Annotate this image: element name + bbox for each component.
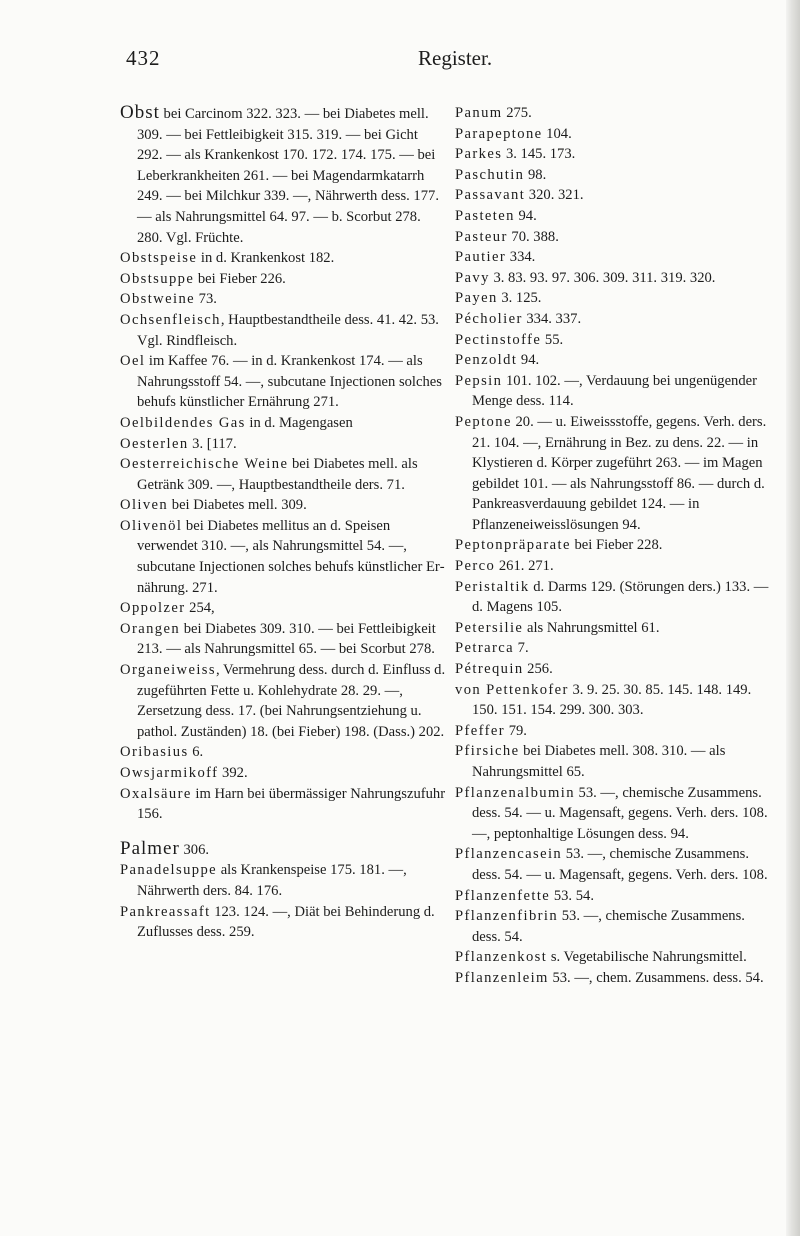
- entry-references: 3. 125.: [497, 290, 542, 307]
- entry-headword: Pectinstoffe: [455, 331, 542, 348]
- index-entry: [455, 206, 773, 227]
- index-column-left: [120, 103, 446, 943]
- entry-references: 392.: [218, 765, 248, 781]
- entry-references: 98.: [524, 166, 547, 183]
- entry-headword: Pasteur: [455, 228, 508, 245]
- index-column-right: [455, 103, 773, 989]
- entry-references: 306.: [179, 841, 210, 858]
- entry-headword: Pétrequin: [455, 661, 524, 678]
- index-entry: [455, 227, 773, 248]
- entry-references: , Vermehrung dess. durch d. Einfluss d. zugeführten Fette u. Kohlehydrate 28. 29. —, Zersetzung dess. 17. (bei Nahrungsentziehung u. pathol. Zuständen) 18. (bei Fieber) 198. (Dass.) 202.: [137, 662, 446, 740]
- entry-references: in d. Magengasen: [245, 414, 353, 431]
- entry-references: 53. 54.: [550, 887, 594, 904]
- entry-references: 3. 145. 173.: [502, 146, 576, 163]
- index-entry: [120, 289, 446, 310]
- page-header: [0, 46, 786, 74]
- entry-headword: von Pettenkofer: [455, 681, 569, 698]
- entry-references: bei Diabetes mellitus an d. Speisen verwendet 310. —, als Nahrungsmittel 54. —, subcutane Injectionen solches behufs künstlicher Ernährung. 271.: [137, 517, 445, 596]
- entry-headword: Orangen: [120, 620, 181, 637]
- entry-headword: Petersilie: [455, 619, 524, 636]
- entry-references: 55.: [541, 331, 564, 348]
- index-entry: [120, 839, 446, 861]
- page-number: 432: [126, 46, 161, 70]
- index-entry: [455, 680, 773, 721]
- entry-headword: Pflanzenfette: [455, 887, 551, 904]
- index-entry: [455, 783, 773, 845]
- entry-references: als Nahrungsmittel 61.: [523, 619, 660, 636]
- entry-references: 3. 9. 25. 30. 85. 145. 148. 149. 150. 151. 154. 299. 300. 303.: [472, 681, 752, 719]
- entry-headword: Organeiweiss: [120, 662, 216, 679]
- entry-headword: Pankreassaft: [120, 903, 211, 920]
- index-entry: [455, 968, 773, 989]
- entry-headword: Passavant: [455, 187, 526, 204]
- entry-references: 261. 271.: [495, 558, 554, 575]
- entry-references: als Krankenspeise 175. 181. —, Nährwerth ders. 84. 176.: [137, 862, 407, 899]
- entry-headword: Pécholier: [455, 310, 523, 327]
- entry-references: 101. 102. —, Verdauung bei ungenügender Menge dess. 114.: [472, 372, 757, 410]
- entry-references: in d. Krankenkost 182.: [197, 250, 335, 267]
- entry-references: 79.: [505, 722, 527, 739]
- entry-headword: Pflanzenfibrin: [455, 908, 559, 925]
- index-entry: [120, 860, 446, 901]
- entry-references: bei Diabetes mell. als Getränk 309. —, Hauptbestandtheile ders. 71.: [137, 456, 418, 493]
- entry-headword: Obstsuppe: [120, 270, 195, 287]
- index-entry: [120, 310, 446, 351]
- entry-headword: Pflanzenalbumin: [455, 784, 575, 801]
- entry-headword: Pasteten: [455, 207, 515, 224]
- entry-headword: Pflanzenkost: [455, 949, 548, 966]
- entry-headword: Pautier: [455, 249, 507, 266]
- entry-references: 256.: [523, 661, 553, 678]
- entry-headword: Peptone: [455, 413, 512, 430]
- entry-references: 53. —, chem. Zusammens. dess. 54.: [548, 969, 764, 986]
- index-entry: [120, 413, 446, 434]
- entry-references: 3. [117.: [188, 435, 237, 452]
- index-entry: [455, 309, 773, 330]
- entry-headword: Oel: [120, 353, 146, 370]
- index-entry: [455, 577, 773, 618]
- entry-headword: Petrarca: [455, 640, 515, 657]
- entry-references: 53. —, chemische Zusammens. dess. 54.: [472, 908, 745, 945]
- entry-references: 94.: [514, 207, 537, 224]
- entry-headword: Pavy: [455, 269, 490, 286]
- entry-references: 320. 321.: [525, 187, 584, 204]
- entry-headword: Pflanzenleim: [455, 969, 549, 986]
- entry-headword: Oxalsäure: [120, 785, 192, 802]
- entry-headword: Pflanzencasein: [455, 846, 563, 863]
- entry-references: 53. —, chemische Zusammens. dess. 54. — u. Magensaft, gegens. Verh. ders. 108. —, peptonhaltige Lösungen dess. 94.: [472, 784, 768, 842]
- index-entry: [455, 268, 773, 289]
- index-entry: [120, 351, 446, 413]
- index-entry: [120, 742, 446, 763]
- index-entry: [455, 247, 773, 268]
- index-entry: [455, 165, 773, 186]
- entry-references: 20. — u. Eiweissstoffe, gegens. Verh. ders. 21. 104. —, Ernährung in Bez. zu dens. 22. — in Klystieren d. Körper zugeführt 263. — im Magen gebildet 101. — als Nahrungsstoff 86. — durch d. Pankreasverdauung gebildet 124. — in Pflanzeneiweisslösungen 94.: [472, 413, 767, 533]
- index-entry: [455, 124, 773, 145]
- entry-references: 73.: [195, 291, 217, 308]
- entry-headword: Olivenöl: [120, 517, 183, 534]
- index-entry: [120, 103, 446, 248]
- page-edge-shadow: [786, 0, 800, 1236]
- index-entry: [455, 844, 773, 885]
- index-entry: [455, 185, 773, 206]
- index-entry: [455, 412, 773, 536]
- entry-references: 3. 83. 93. 97. 306. 309. 311. 319. 320.: [489, 269, 716, 286]
- entry-references: 94.: [517, 352, 540, 369]
- index-entry: [455, 350, 773, 371]
- index-entry: [455, 638, 773, 659]
- entry-references: 104.: [542, 125, 572, 142]
- index-entry: [120, 902, 446, 943]
- entry-references: bei Fieber 228.: [570, 537, 663, 554]
- entry-headword: Oelbildendes Gas: [120, 414, 246, 431]
- index-entry: [120, 454, 446, 495]
- entry-references: s. Vegetabilische Nahrungsmittel.: [547, 949, 747, 966]
- index-entry: [455, 371, 773, 412]
- entry-headword: Oesterreichische Weine: [120, 456, 289, 473]
- index-entry: [455, 618, 773, 639]
- entry-headword: Obst: [120, 102, 160, 123]
- entry-references: 7.: [514, 640, 529, 657]
- entry-headword: Panadelsuppe: [120, 862, 218, 879]
- entry-headword: Owsjarmikoff: [120, 765, 219, 781]
- entry-headword: Palmer: [120, 837, 180, 859]
- entry-headword: Parkes: [455, 146, 503, 163]
- entry-references: 334. 337.: [522, 310, 582, 327]
- index-entry: [455, 556, 773, 577]
- entry-headword: Parapeptone: [455, 125, 543, 142]
- entry-references: , Hauptbestandtheile dess. 41. 42. 53. Vgl. Rindfleisch.: [137, 311, 439, 349]
- entry-headword: Oribasius: [120, 744, 189, 761]
- index-entry: [455, 144, 773, 165]
- index-entry: [455, 288, 773, 309]
- index-entry: [120, 784, 446, 825]
- entry-headword: Pfeffer: [455, 722, 506, 739]
- index-entry: [455, 330, 773, 351]
- entry-headword: Oesterlen: [120, 435, 189, 452]
- index-entry: [120, 269, 446, 290]
- entry-references: 275.: [502, 105, 532, 121]
- entry-headword: Payen: [455, 290, 498, 307]
- index-entry: [120, 763, 446, 784]
- index-entry: [455, 741, 773, 782]
- index-entry: [120, 660, 446, 742]
- entry-references: bei Carcinom 322. 323. — bei Diabetes mell. 309. — bei Fettleibigkeit 315. 319. — bei Gicht 292. — als Krankenkost 170. 172. 174. 175. — bei Leberkrankheiten 261. — bei Magendarmkatarrh 249. — bei Milchkur 339. —, Nährwerth dess. 177. — als Nahrungsmittel 64. 97. — b. Scorbut 278. 280. Vgl. Früchte.: [137, 106, 439, 246]
- entry-references: bei Fieber 226.: [194, 270, 286, 287]
- entry-headword: Oliven: [120, 497, 169, 514]
- index-entry: [455, 535, 773, 556]
- index-entry: [120, 619, 446, 660]
- entry-references: 123. 124. —, Diät bei Behinderung d. Zuflusses dess. 259.: [137, 903, 435, 941]
- index-entry: [455, 947, 773, 968]
- index-entry: [455, 721, 773, 742]
- entry-headword: Penzoldt: [455, 352, 518, 369]
- entry-headword: Obstweine: [120, 291, 196, 308]
- entry-references: im Harn bei übermässiger Nahrungszufuhr 156.: [137, 785, 446, 823]
- entry-headword: Paschutin: [455, 166, 525, 183]
- entry-references: 70. 388.: [507, 228, 559, 245]
- index-entry: [455, 886, 773, 907]
- entry-references: 334.: [506, 249, 536, 266]
- entry-headword: Panum: [455, 105, 503, 121]
- entry-references: im Kaffee 76. — in d. Krankenkost 174. — als Nahrungsstoff 54. —, subcutane Injectionen solches behufs künstlicher Ernährung 271.: [137, 353, 442, 411]
- entry-headword: Pepsin: [455, 372, 503, 389]
- running-head: Register.: [418, 46, 493, 70]
- entry-references: 6.: [188, 744, 204, 761]
- entry-headword: Obstspeise: [120, 250, 198, 267]
- entry-headword: Oppolzer: [120, 600, 186, 617]
- index-entry: [120, 516, 446, 598]
- index-entry: [455, 659, 773, 680]
- entry-references: 254,: [185, 600, 215, 617]
- entry-headword: Ochsenfleisch: [120, 311, 221, 328]
- entry-references: d. Darms 129. (Störungen ders.) 133. — d. Magens 105.: [472, 578, 769, 616]
- index-entry: [120, 495, 446, 516]
- index-entry: [120, 434, 446, 455]
- entry-references: bei Diabetes 309. 310. — bei Fettleibigkeit 213. — als Nahrungsmittel 65. — bei Scorbut 278.: [137, 620, 436, 658]
- entry-references: bei Diabetes mell. 309.: [168, 497, 307, 514]
- index-entry: [455, 103, 773, 124]
- entry-headword: Peristaltik: [455, 578, 530, 595]
- index-entry: [120, 598, 446, 619]
- index-entry: [120, 248, 446, 269]
- entry-references: bei Diabetes mell. 308. 310. — als Nahrungsmittel 65.: [472, 743, 726, 780]
- index-entry: [455, 906, 773, 947]
- entry-headword: Peptonpräparate: [455, 537, 571, 554]
- entry-headword: Perco: [455, 558, 496, 575]
- entry-references: 53. —, chemische Zusammens. dess. 54. — u. Magensaft, gegens. Verh. ders. 108.: [472, 846, 768, 883]
- entry-headword: Pfirsiche: [455, 743, 520, 760]
